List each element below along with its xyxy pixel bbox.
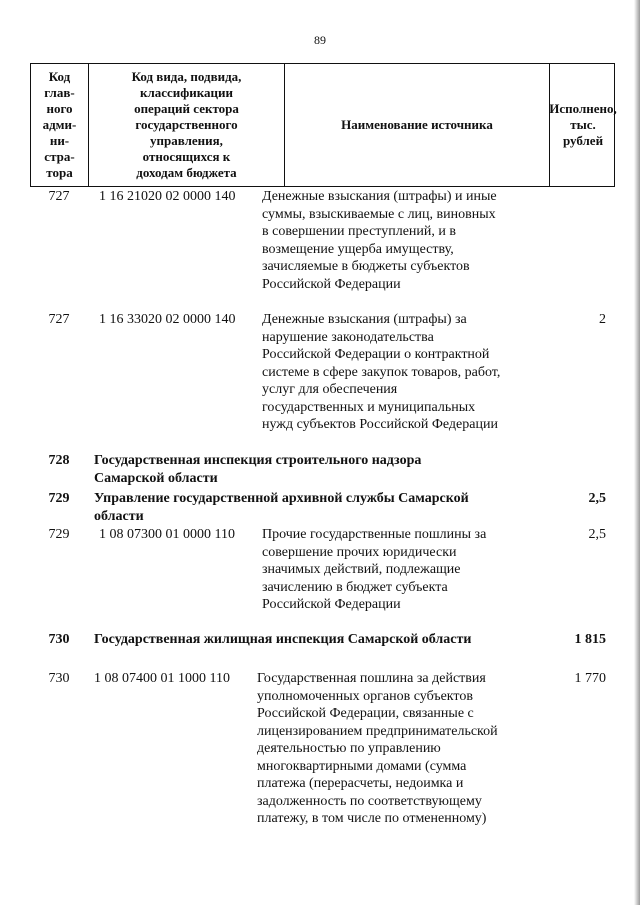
table-header bbox=[30, 63, 615, 187]
row-administrator-name: Государственная инспекция строительного надзора Самарской области bbox=[94, 453, 422, 486]
row-admin-code: 728 bbox=[48, 453, 70, 468]
row-admin-code: 730 bbox=[48, 671, 70, 686]
row-executed-value: 2,5 bbox=[588, 527, 606, 542]
row-executed-value: 2,5 bbox=[588, 491, 606, 506]
row-admin-code: 729 bbox=[48, 491, 70, 506]
row-admin-code: 727 bbox=[48, 312, 70, 327]
row-administrator-name: Государственная жилищная инспекция Самарской области bbox=[94, 632, 472, 647]
row-source-name: Денежные взыскания (штрафы) и иные суммы, взыскиваемые с лиц, виновных в совершении преступлений, и в возмещение ущерба имуществу, зачисляемые в бюджеты субъектов Российской Федерации bbox=[262, 189, 497, 292]
row-administrator-name: Управление государственной архивной службы Самарской области bbox=[94, 491, 469, 524]
row-classification-code: 1 16 21020 02 0000 140 bbox=[99, 189, 236, 204]
header-admin-code: Код глав- ного адми- ни- стра- тора bbox=[31, 64, 89, 186]
row-classification-code: 1 08 07300 01 0000 110 bbox=[99, 527, 235, 542]
row-executed-value: 2 bbox=[599, 312, 606, 327]
row-admin-code: 730 bbox=[48, 632, 70, 647]
header-source-name: Наименование источника bbox=[285, 64, 550, 186]
row-source-name: Денежные взыскания (штрафы) за нарушение законодательства Российской Федерации о контрактной системе в сфере закупок товаров, работ, услуг для обеспечения государственных и муниципальных нужд субъектов Российской Федерации bbox=[262, 312, 501, 432]
page-number: 89 bbox=[314, 33, 326, 47]
row-executed-value: 1 770 bbox=[574, 671, 606, 686]
header-classification-code: Код вида, подвида, классификации операций сектора государственного управления, относящихся к доходам бюджета bbox=[89, 64, 285, 186]
row-source-name: Прочие государственные пошлины за совершение прочих юридически значимых действий, подлежащие зачислению в бюджет субъекта Российской Федерации bbox=[262, 527, 487, 612]
row-executed-value: 1 815 bbox=[574, 632, 606, 647]
row-classification-code: 1 16 33020 02 0000 140 bbox=[99, 312, 236, 327]
row-source-name: Государственная пошлина за действия уполномоченных органов субъектов Российской Федерации, связанные с лицензированием предпринимательской деятельностью по управлению многоквартирными домами (сумма платежа (перерасчеты, недоимка и задолженность по соответствующему платежу, в том числе по отмененному) bbox=[257, 671, 498, 826]
scan-page-edge bbox=[634, 0, 640, 905]
header-executed-amount: Исполнено, тыс. рублей bbox=[549, 101, 617, 148]
row-admin-code: 727 bbox=[48, 189, 70, 204]
row-admin-code: 729 bbox=[48, 527, 70, 542]
row-classification-code: 1 08 07400 01 1000 110 bbox=[94, 671, 230, 686]
